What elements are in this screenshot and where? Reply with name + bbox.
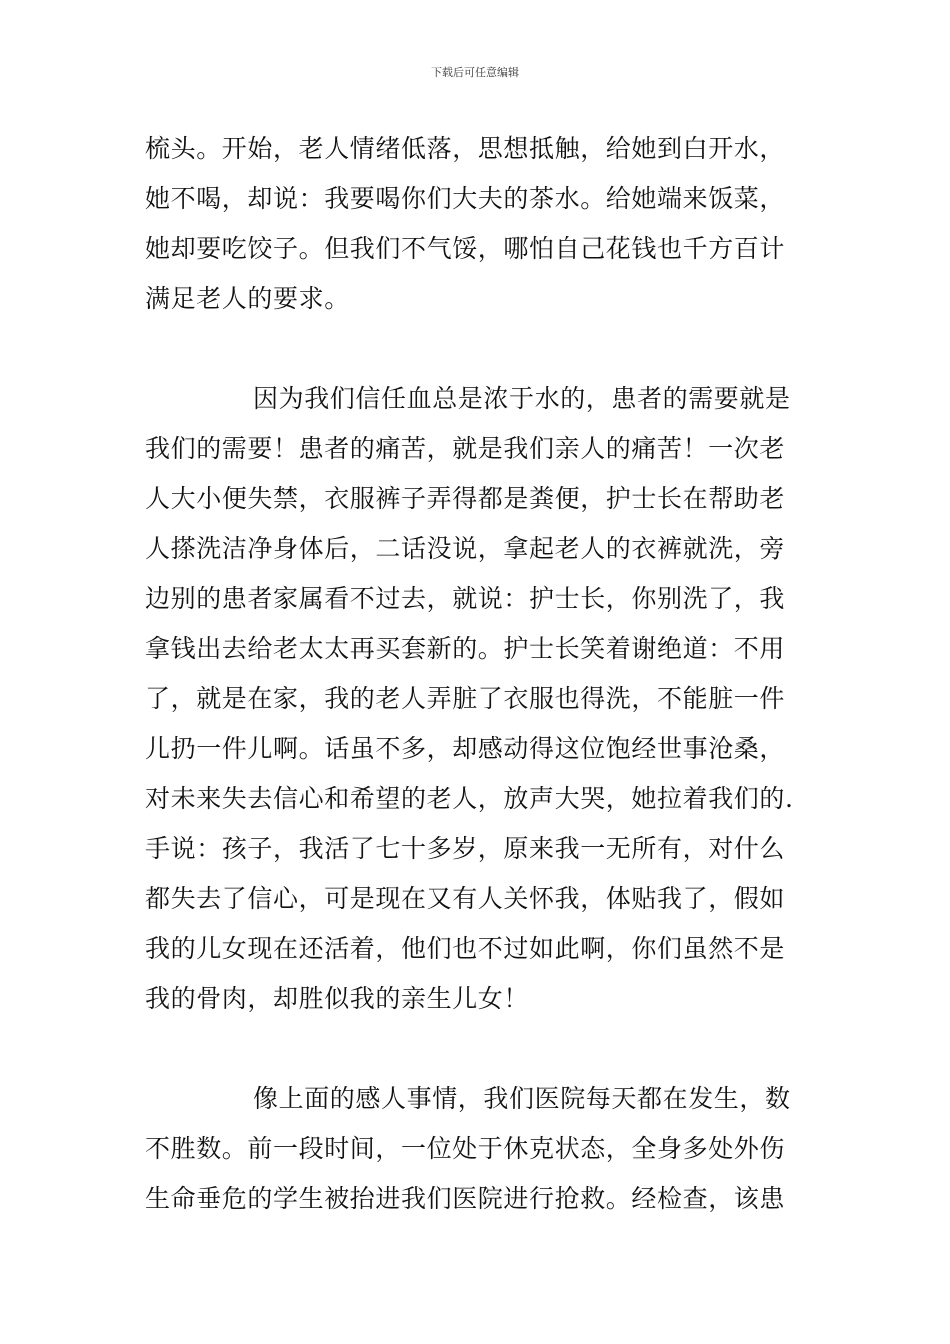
text-line: 对未来失去信心和希望的老人，放声大哭，她拉着我们的. [145,784,794,813]
paragraph-spacer [145,324,807,374]
text-line: 满足老人的要求。 [145,284,350,313]
text-line: 我们的需要！患者的痛苦，就是我们亲人的痛苦！一次老 [145,434,786,463]
text-line: 她不喝，却说：我要喝你们大夫的茶水。给她端来饭菜， [145,184,786,213]
text-line: 我的骨肉，却胜似我的亲生儿女！ [145,984,530,1013]
text-line: 边别的患者家属看不过去，就说：护士长，你别洗了，我 [145,584,786,613]
text-line: 都失去了信心，可是现在又有人关怀我，体贴我了，假如 [145,884,786,913]
document-body [145,124,807,1224]
paragraph [145,374,807,1024]
text-line: 像上面的感人事情，我们医院每天都在发生，数 [253,1084,791,1113]
text-line: 因为我们信任血总是浓于水的，患者的需要就是 [253,384,791,413]
paragraph-spacer [145,1024,807,1074]
page-header: 下载后可任意编辑 [431,66,519,79]
text-line: 儿扔一件儿啊。话虽不多，却感动得这位饱经世事沧桑， [145,734,786,763]
text-line: 她却要吃饺子。但我们不气馁，哪怕自己花钱也千方百计 [145,234,786,263]
text-line: 我的儿女现在还活着，他们也不过如此啊，你们虽然不是 [145,934,786,963]
text-line: 人搽洗洁净身体后，二话没说，拿起老人的衣裤就洗，旁 [145,534,786,563]
text-line: 梳头。开始，老人情绪低落，思想抵触，给她到白开水， [145,134,786,163]
paragraph [145,1074,807,1224]
text-line: 了，就是在家，我的老人弄脏了衣服也得洗，不能脏一件 [145,684,786,713]
paragraph [145,124,807,324]
text-line: 拿钱出去给老太太再买套新的。护士长笑着谢绝道：不用 [145,634,786,663]
text-line: 不胜数。前一段时间，一位处于休克状态，全身多处外伤 [145,1134,786,1163]
text-line: 人大小便失禁，衣服裤子弄得都是粪便，护士长在帮助老 [145,484,786,513]
text-line: 生命垂危的学生被抬进我们医院进行抢救。经检查，该患 [145,1184,786,1213]
text-line: 手说：孩子，我活了七十多岁，原来我一无所有，对什么 [145,834,786,863]
